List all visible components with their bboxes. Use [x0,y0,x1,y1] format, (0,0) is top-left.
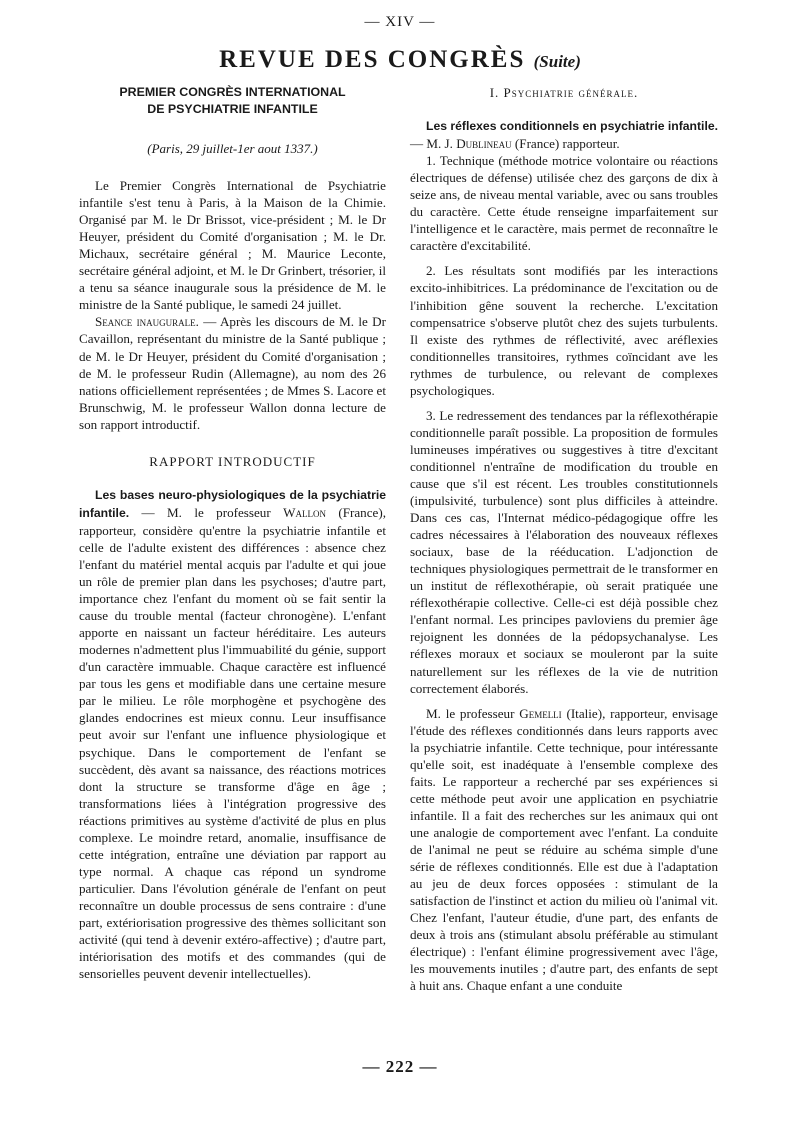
gemelli-prefix: M. le professeur [426,705,520,721]
gemelli-name: Gemelli [519,705,562,721]
gemelli-text: (Italie), rapporteur, envisage l'étude des réflexes conditionnés dans leurs rapports avec la psychiatrie infantile. Cette technique, pour intéressante qu'elle soit, est inadéquate à l'ensemble complexe des faits. Le rapporteur a recherché par ses expériences si cette méthode peut avoir une application en psychiatrie infantile. Il a fait des recherches sur les animaux qui ont une analogie de comportement avec l'enfant. La conduite de l'animal ne peut se réduire au schéma simple d'une série de réflexes conditionnés. Elle est due à l'adaptation au jeu de deux forces opposées : stimulant de la satisfaction de l'instinct et action du milieu où l'animal vit. Chez l'enfant, l'auteur étudie, d'une part, des enfants de deux à trois ans (stimulant absolu préférable au stimulant électrique) : l'enfant élimine progressivement avec l'âge, les mouvements inutiles ; d'autre part, des enfants de sept à huit ans. Chaque enfant a une conduite [410,705,718,994]
page-title [0,46,800,74]
conference-title [79,84,386,118]
section-title-psychiatrie-text: I. Psychiatrie générale. [489,85,639,100]
reflexes-heading: Les réflexes conditionnels en psychiatrie infantile. [426,119,718,134]
conference-dates-text: (Paris, 29 juillet-1er aout 1337.) [147,141,318,156]
rapport-text: (France), rapporteur, considère qu'entre la psychiatrie infantile et celle de l'adulte existent des différences : absence chez l'enfant du matériel mental acquis par l'adulte et qui joue un rôle de premier plan dans les psychoses; d'autre part, importance chez l'enfant du moment où se fait sentir la cause du trouble mental (facteur chronogène). L'enfant apporte en naissant un facteur héréditaire. Les auteurs modernes n'admettent plus l'immuabilité du génie, support d'un caractère immuable. Chaque caractère est influencé par tous les gens et modifiable dans une certaine mesure par le milieu. Le rôle morphogène et psychogène des glandes endocrines est mieux connu. Leur insuffisance peut avoir sur l'enfant une influence physiologique et psychique. Dans le comportement de l'enfant se succèdent, dès avant sa naissance, des réactions motrices dont la structure se transforme d'âge en âge ; transformations liées à l'intégration progressive des réactions primitives au système d'activité de plus en plus complexe. Le moindre retard, anomalie, insuffisance de cette intégration, entraîne une déviation par rapport au type normal. A chaque cas répond un syndrome particulier. Dans l'évolution générale de l'enfant on peut reconnaître un double processus de sens contraire : d'une part, extériorisation progressive des thèmes sollicitant son activité (qui tend à devenir extéro-affective) ; d'autre part, intériorisation des motifs et des commandes (qui de sensorielles peuvent devenir intellectuelles). [79,504,386,982]
rapport-paragraph [79,486,386,982]
page-number: — 222 — [362,1057,438,1076]
reflexes-paragraph [410,117,718,152]
section-title-psychiatrie [410,84,718,101]
rapport-author-prefix: — M. le professeur [129,504,284,520]
seance-paragraph [79,313,386,432]
seance-label: Seance inaugurale. [95,314,199,330]
item-2: 2. Les résultats sont modifiés par les interactions excito-inhibitrices. La prédominance de l'excitation ou de l'inhibition gêne souvent la recherche. L'excitation compensatrice s'observe plutôt chez des sujets turbulents. Il existe des rythmes de réflectivité, avec aréflexies conditionnelles transitoires, rythmes coïncidant ave les rythmes de turbulence, ou relevant de complexes psychologiques. [410,263,718,398]
section-title-rapport: RAPPORT INTRODUCTIF [149,453,316,469]
intro-paragraph: Le Premier Congrès International de Psychiatrie infantile s'est tenu à Paris, à la Maison de la Chimie. Organisé par M. le Dr Brissot, vice-président ; M. le Dr Heuyer, président du Comité d'organisation ; M. le Dr. Michaux, secrétaire général ; M. Maurice Leconte, secrétaire général adjoint, et M. le Dr Grinbert, trésorier, il a tenu sa séance inaugurale sous la présidence de M. le ministre de la Santé publique, le samedi 24 juillet. [79,178,386,313]
reflexes-author-prefix: — M. J. [410,136,457,152]
right-column [410,84,718,994]
title-suffix: (Suite) [533,52,581,71]
seance-text: — Après les discours de M. le Dr Cavaillon, représentant du ministre de la Santé publique ; de M. le Dr Heuyer, président du Comité d'organisation ; de M. le professeur Rudin (Allemagne), au nom des 26 nations officiellement représentées ; de Mmes S. Lacore et Brunschwig, M. le professeur Wallon donna lecture de son rapport introductif. [79,314,386,432]
conference-title-line1: PREMIER CONGRÈS INTERNATIONAL [119,85,346,99]
gemelli-paragraph [410,705,718,995]
section-numeral: — XIV — [364,14,436,30]
rapport-author: Wallon [283,504,326,520]
reflexes-author: Dublineau [456,136,512,152]
reflexes-author-suffix: (France) rapporteur. [511,136,620,152]
rapport-heading: Les bases neuro-physiologiques de la psychiatrie infantile. [79,487,386,520]
item-3: 3. Le redressement des tendances par la réflexothérapie conditionnelle paraît possible. La proposition de formules lumineuses impératives ou suggestives à titre d'excitant conditionnel n'entraîne de modification du trouble en cause que s'il est récent. Les troubles constitutionnels (impulsivité, turbulence) sont plus difficiles à atteindre. Dans ces cas, l'Internat médico-pédagogique offre les cadres nécessaires à l'élaboration des nouveaux réflexes sociaux, base de la rééducation. L'adjonction de techniques physiologiques permettrait de le transformer en un institut de réflexothérapie, où serait pratiquée une réflexothérapie collective. Celle-ci est déjà possible chez l'enfant normal. Les principes pavloviens du premier âge rejoignent les données de la pédopsychanalyse. Les réflexes moraux et sociaux se mouleront par la suite naturellement sur les réflexes de la vie de nutrition correctement élaborés. [410,407,718,696]
item-1: 1. Technique (méthode motrice volontaire ou réactions électriques de défense) utilisée chez des garçons de dix à seize ans, de niveau mental variable, avec ou sans troubles du caractère. Cette étude renseigne imparfaitement sur l'intelligence et le caractère, mais permet de reconnaître le caractère d'excitabilité. [410,153,718,254]
title-text: REVUE DES CONGRÈS [219,46,526,73]
left-column [79,84,386,982]
conference-dates [79,140,386,157]
conference-title-line2: DE PSYCHIATRIE INFANTILE [147,102,318,116]
